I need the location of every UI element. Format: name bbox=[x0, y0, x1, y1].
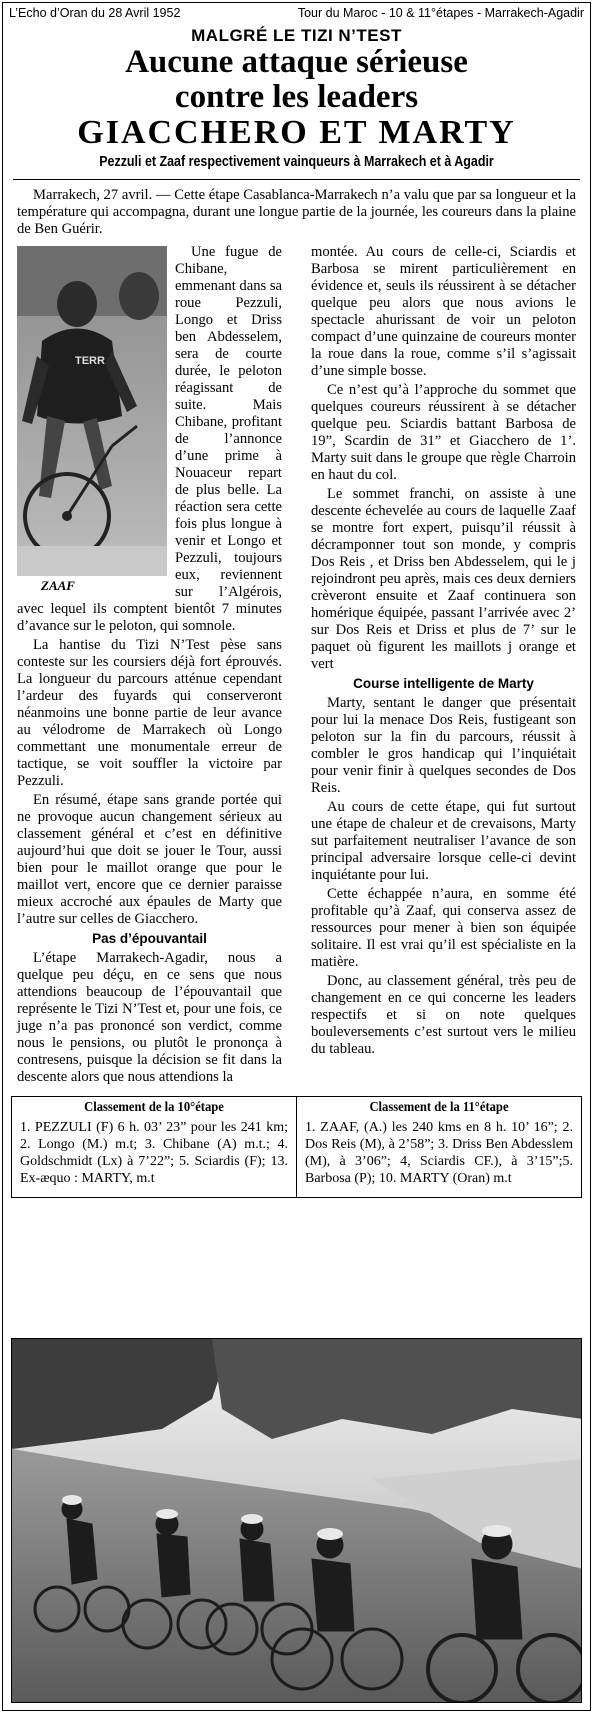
svg-text:TERR: TERR bbox=[75, 355, 105, 367]
stage-11-title: Classement de la 11°étape bbox=[369, 1100, 509, 1115]
peloton-photo bbox=[11, 1338, 582, 1703]
cyclist-portrait-image bbox=[17, 246, 167, 576]
right-paragraph-3: Le sommet franchi, on assiste à une descente échevelée au cours de laquelle Zaaf se montre fort expert, puisqu’il réussit à décramponner tout son monde, y compris Dos Reis , et Driss ben Abdesselem, qui le j rejoindront peu après, mais ces deux derniers crèveront ensuite et Zaaf continuera son homérique équipée, passant l’arrivée avec 2’ sur Dos Reis et Driss et plus de 7’ sur le paquet où figurent les maillots j orange et vert bbox=[311, 486, 576, 672]
headline-line-3: GIACCHERO ET MARTY bbox=[77, 114, 516, 151]
right-paragraph-7: Donc, au classement général, très peu de changement en ce qui concerne les leaders respectifs et si on note quelques bouleversements c’est surtout vers le milieu du tableau. bbox=[311, 973, 576, 1057]
intro-text: Marrakech, 27 avril. — Cette étape Casablanca-Marrakech n’a valu que par sa longueur et la température qui accompagna, durant une longue partie de la journée, les coureurs dans la plaine de Ben Guérir. bbox=[17, 187, 576, 237]
page-header bbox=[3, 3, 590, 21]
event-label: Tour du Maroc - 10 & 11°étapes - Marrakech-Agadir bbox=[297, 6, 584, 20]
stage-11-text: 1. ZAAF, (A.) les 240 kms en 8 h. 10’ 16”; 2. Dos Reis (M), à 2’58”; 3. Driss Ben Abdesslem (M), à 3’06”; 4, Sciardis CF.), à 3’15”;5. Barbosa (P); 10. MARTY (Oran) m.t bbox=[305, 1120, 573, 1186]
left-column bbox=[17, 244, 282, 1088]
right-paragraph-1: montée. Au cours de celle-ci, Sciardis et Barbosa se mirent particulièrement en évidence et, seuls ils réussirent à se détacher quelque peu alors que nous avions le spectacle ahurissant de voir un peloton compact d’une quinzaine de coureurs monter la roue dans la roue, comme s’il s’agissait d’une simple bosse. bbox=[311, 244, 576, 379]
headline-line-2: contre les leaders bbox=[174, 79, 419, 115]
kicker: MALGRÉ LE TIZI N’TEST bbox=[191, 26, 402, 45]
left-paragraph-4: L’étape Marrakech-Agadir, nous a quelque peu déçu, en ce sens que nous attendions beaucoup de l’épouvantail que représente le Tizi N’Test et, pour une fois, ce juge n’a pas prononcé son verdict, comme nous le pensions, ou plutôt le prononça à contresens, puisque la décision se fit dans la descente alors que nous attendions la bbox=[17, 950, 282, 1085]
stage-10-text: 1. PEZZULI (F) 6 h. 03’ 23” pour les 241 km; 2. Longo (M.) m.t; 3. Chibane (A) m.t.; 4. Goldschmidt (Lx) à 7’22”; 5. Sciardis (F); 13. Ex-æquo : MARTY, m.t bbox=[20, 1120, 288, 1186]
headline-line-1: Aucune attaque sérieuse bbox=[125, 44, 468, 80]
newspaper-page bbox=[2, 2, 591, 1711]
zaaf-photo bbox=[17, 246, 167, 596]
right-column bbox=[311, 244, 576, 1088]
intro-paragraph bbox=[3, 180, 590, 238]
results-box bbox=[11, 1096, 582, 1198]
crosshead-course-intelligente: Course intelligente de Marty bbox=[353, 676, 534, 691]
source-label: L’Echo d’Oran du 28 Avril 1952 bbox=[9, 6, 181, 20]
right-paragraph-4: Marty, sentant le danger que présentait pour lui la menace Dos Reis, fustigeant son peloton sur la fin du parcours, réussit à combler le gros handicap qui l’inquiétait pour venir finir à quelques secondes de Dos Reis. bbox=[311, 695, 576, 796]
article-columns bbox=[3, 238, 590, 1088]
right-paragraph-5: Au cours de cette étape, qui fut surtout une étape de chaleur et de crevaisons, Marty sut parfaitement neutraliser l’avance de son principal adversaire lorsque celle-ci devint inquiétante pour lui. bbox=[311, 799, 576, 883]
crosshead-pas-depouvantail: Pas d’épouvantail bbox=[92, 931, 207, 946]
subheadline: Pezzuli et Zaaf respectivement vainqueurs à Marrakech et à Agadir bbox=[99, 154, 494, 170]
left-paragraph-2: La hantise du Tizi N’Test pèse sans conteste sur les coursiers déjà fort éprouvés. La longueur du parcours atténue cependant l’ardeur des fuyards qui conserveront néanmoins une bonne partie de leur avance au vélodrome de Marrakech où Longo commettant une monumentale erreur de tactique, se voit souffler la victoire par Pezzuli. bbox=[17, 637, 282, 789]
cyclists-race-image bbox=[12, 1339, 582, 1703]
left-paragraph-1: Une fugue de Chibane, emmenant dans sa roue Pezzuli, Longo et Driss ben Abdesselem, sera de courte durée, le peloton réagissant de suite. Mais Chibane, profitant de l’annonce d’une prime à Nouaceur repart de plus belle. La réaction sera cette fois plus longue à venir et Longo et Pezzuli, toujours eux, reviennent sur l’Algérois, avec lequel ils comptent bientôt 7 minutes d’avance sur le peloton, qui somnole. bbox=[17, 244, 282, 634]
left-paragraph-3: En résumé, étape sans grande portée qui ne provoque aucun changement sérieux au classement général et c’est en définitive aujourd’hui que doit se jouer le Tour, aussi bien pour le maillot orange que pour le maillot vert, encore que ce dernier paraisse mieux accroché aux épaules de Marty que l’autre sur celles de Giacchero. bbox=[17, 792, 282, 927]
stage-11-results bbox=[296, 1097, 581, 1197]
right-paragraph-6: Cette échappée n’aura, en somme été profitable qu’à Zaaf, qui conserva assez de ressources pour mener à bien son équipée solitaire. Il est vrai qu’il est spécialiste en la matière. bbox=[311, 886, 576, 970]
right-paragraph-2: Ce n’est qu’à l’approche du sommet que quelques coureurs réussirent à se détacher quelque peu. Sciardis battant Barbosa de 19”, Scardin de 31” et Giacchero de 1’. Marty suit dans le groupe que règle Charroin en haut du col. bbox=[311, 382, 576, 483]
stage-10-title: Classement de la 10°étape bbox=[84, 1100, 224, 1115]
photo-caption: ZAAF bbox=[41, 578, 75, 593]
stage-10-results bbox=[12, 1097, 296, 1197]
